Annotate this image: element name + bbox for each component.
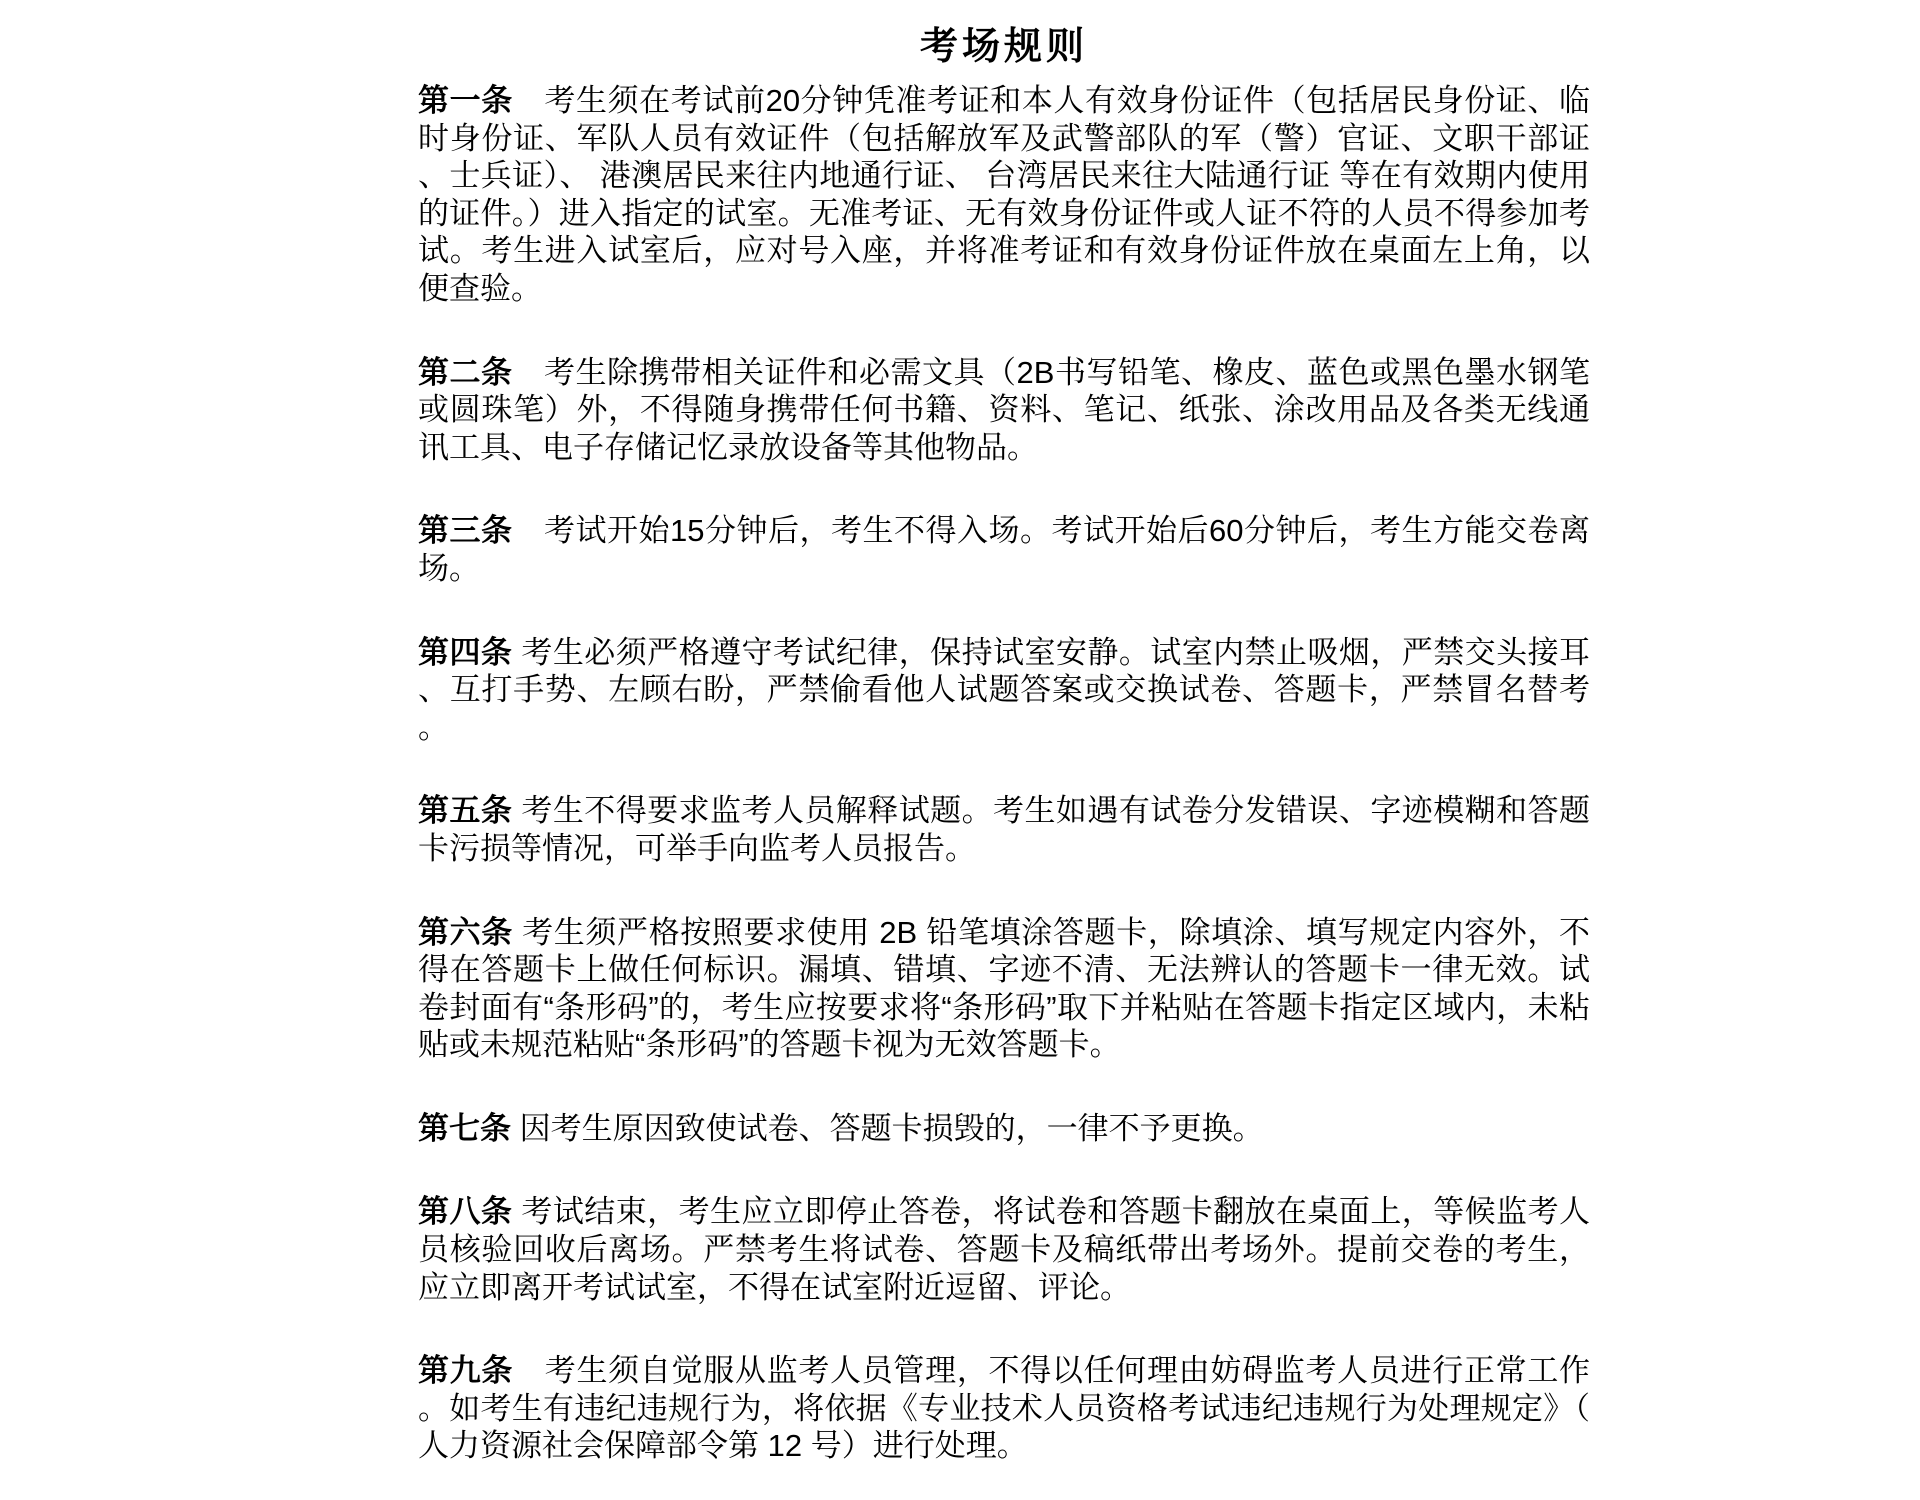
- article-2: [418, 354, 1590, 467]
- article-5-text: 考生不得要求监考人员解释试题。考生如遇有试卷分发错误、字迹模糊和答题卡污损等情况，可举手向监考人员报告。: [418, 793, 1591, 866]
- article-9: [418, 1352, 1590, 1465]
- article-4: [418, 634, 1590, 747]
- article-6-text: 考生须严格按照要求使用 2B 铅笔填涂答题卡，除填涂、填写规定内容外，不得在答题卡上做任何标识。漏填、错填、字迹不清、无法辨认的答题卡一律无效。试卷封面有“条形码”的，考生应按要求将“条形码”取下并粘贴在答题卡指定区域内，未粘贴或未规范粘贴“条形码”的答题卡视为无效答题卡。: [418, 914, 1590, 1063]
- article-6: [418, 914, 1590, 1064]
- article-3-label: 第三条: [418, 513, 513, 549]
- article-3: [418, 512, 1590, 587]
- document-body: [418, 24, 1590, 1465]
- article-3-text: 考试开始15分钟后，考生不得入场。考试开始后60分钟后，考生方能交卷离场。: [418, 513, 1591, 586]
- article-8-text: 考试结束，考生应立即停止答卷，将试卷和答题卡翻放在桌面上，等候监考人员核验回收后离场。严禁考生将试卷、答题卡及稿纸带出考场外。提前交卷的考生，应立即离开考试试室，不得在试室附近逗留、评论。: [418, 1194, 1591, 1305]
- article-2-label: 第二条: [418, 354, 513, 390]
- article-7: [418, 1110, 1590, 1148]
- article-2-text: 考生除携带相关证件和必需文具（2B书写铅笔、橡皮、蓝色或黑色墨水钢笔或圆珠笔）外，不得随身携带任何书籍、资料、笔记、纸张、涂改用品及各类无线通讯工具、电子存储记忆录放设备等其他物品。: [418, 354, 1591, 465]
- article-7-text: 因考生原因致使试卷、答题卡损毁的，一律不予更换。: [511, 1110, 1264, 1146]
- article-4-text: 考生必须严格遵守考试纪律，保持试室安静。试室内禁止吸烟，严禁交头接耳、互打手势、左顾右盼，严禁偷看他人试题答案或交换试卷、答题卡，严禁冒名替考。: [418, 634, 1591, 745]
- article-7-label: 第七条: [418, 1110, 511, 1146]
- article-5-label: 第五条: [418, 793, 513, 829]
- article-9-text: 考生须自觉服从监考人员管理，不得以任何理由妨碍监考人员进行正常工作。如考生有违纪违规行为，将依据《专业技术人员资格考试违纪违规行为处理规定》（人力资源社会保障部令第 12 号）进行处理。: [418, 1353, 1591, 1464]
- article-6-label: 第六条: [418, 914, 513, 950]
- article-1-label: 第一条: [418, 83, 513, 118]
- article-1: [418, 82, 1590, 308]
- article-4-label: 第四条: [418, 634, 513, 670]
- article-8: [418, 1193, 1590, 1306]
- article-8-label: 第八条: [418, 1194, 513, 1230]
- article-5: [418, 792, 1590, 867]
- page-title: 考场规则: [919, 26, 1088, 68]
- article-1-text: 考生须在考试前20分钟凭准考证和本人有效身份证件（包括居民身份证、临时身份证、军队人员有效证件（包括解放军及武警部队的军（警）官证、文职干部证、士兵证）、 港澳居民来往内地通行证、 台湾居民来往大陆通行证 等在有效期内使用的证件。）进入指定的试室。无准考证、无有效身份证件或人证不符的人员不得参加考试。考生进入试室后，应对号入座，并将准考证和有效身份证件放在桌面左上角，以便查验。: [418, 83, 1590, 306]
- article-9-label: 第九条: [418, 1353, 514, 1389]
